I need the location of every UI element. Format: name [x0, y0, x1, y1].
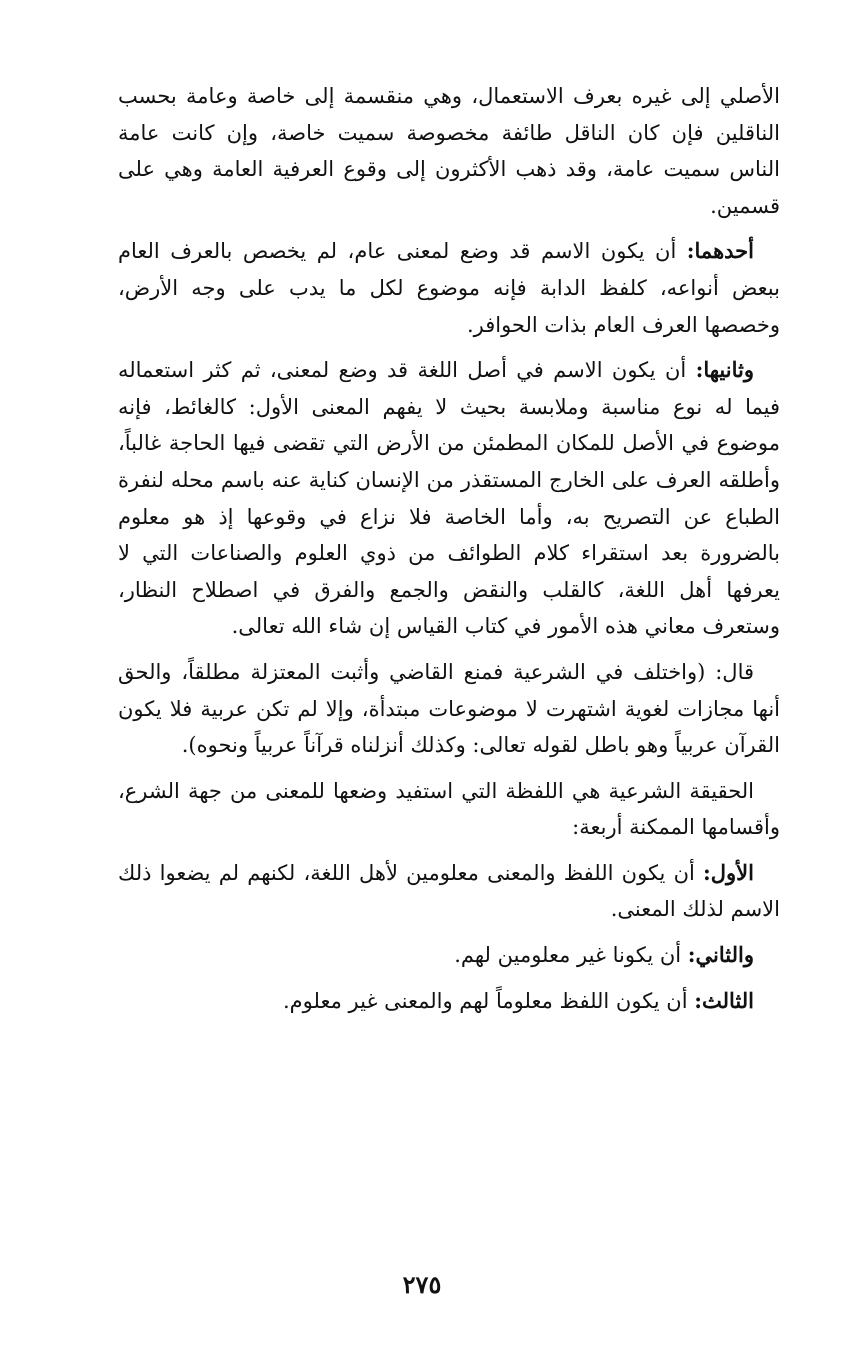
paragraph-second-type [118, 352, 780, 645]
paragraph-continuation [118, 78, 780, 224]
paragraph-lead: والثاني: [687, 942, 754, 968]
paragraph-text: قال: (واختلف في الشرعية فمنع القاضي وأثبت المعتزلة مطلقاً، والحق أنها مجازات لغوية اشتهرت لا موضوعات مبتدأة، وإلا لم تكن عربية فلا يكون القرآن عربياً وهو باطل لقوله تعالى: وكذلك أنزلناه قرآناً عربياً ونحوه). [118, 659, 780, 758]
paragraph-lead: أحدهما: [686, 238, 754, 264]
paragraph-text: أن يكون الاسم قد وضع لمعنى عام، لم يخصص بالعرف العام ببعض أنواعه، كلفظ الدابة فإنه موضوع لكل ما يدب على وجه الأرض، وخصصها العرف العام بذات الحوافر. [118, 239, 780, 337]
paragraph-first-type [118, 233, 780, 343]
main-text [118, 78, 780, 1028]
paragraph-quote [118, 654, 780, 764]
paragraph-text: الحقيقة الشرعية هي اللفظة التي استفيد وضعها للمعنى من جهة الشرع، وأقسامها الممكنة أربعة: [118, 778, 780, 840]
paragraph-text: أن يكون اللفظ والمعنى معلومين لأهل اللغة، لكنهم لم يضعوا ذلك الاسم لذلك المعنى. [118, 860, 780, 922]
paragraph-lead: الثالث: [694, 987, 754, 1013]
paragraph-lead: وثانيها: [695, 357, 754, 383]
paragraph-text: أن يكون اللفظ معلوماً لهم والمعنى غير معلوم. [283, 988, 695, 1013]
page-number: ٢٧٥ [402, 1270, 442, 1299]
paragraph-third-division [118, 983, 780, 1020]
paragraph-second-division [118, 937, 780, 974]
paragraph-definition [118, 773, 780, 846]
paragraph-text: الأصلي إلى غيره بعرف الاستعمال، وهي منقسمة إلى خاصة وعامة بحسب الناقلين فإن كان الناقل طائفة مخصوصة سميت خاصة، وإن كانت عامة الناس سميت عامة، وقد ذهب الأكثرون إلى وقوع العرفية العامة وهي على قسمين. [118, 84, 780, 218]
paragraph-text: أن يكونا غير معلومين لهم. [454, 943, 688, 968]
paragraph-first-division [118, 855, 780, 928]
paragraph-lead: الأول: [703, 859, 754, 885]
paragraph-text: أن يكون الاسم في أصل اللغة قد وضع لمعنى، ثم كثر استعماله فيما له نوع مناسبة وملابسة بحيث لا يفهم المعنى الأول: كالغائط، فإنه موضوع في الأصل للمكان المطمئن من الأرض التي تقضى فيها الحاجة غالباً، وأطلقه العرف على الخارج المستقذر من الإنسان كناية عنه باسم محله لنفرة الطباع عن التصريح به، وأما الخاصة فلا نزاع في وقوعها إذ هو معلوم بالضرورة بعد استقراء كلام الطوائف من ذوي العلوم والصناعات التي لا يعرفها أهل اللغة، كالقلب والنقض والجمع والفرق في اصطلاح النظار، وستعرف معاني هذه الأمور في كتاب القياس إن شاء الله تعالى. [118, 358, 780, 639]
